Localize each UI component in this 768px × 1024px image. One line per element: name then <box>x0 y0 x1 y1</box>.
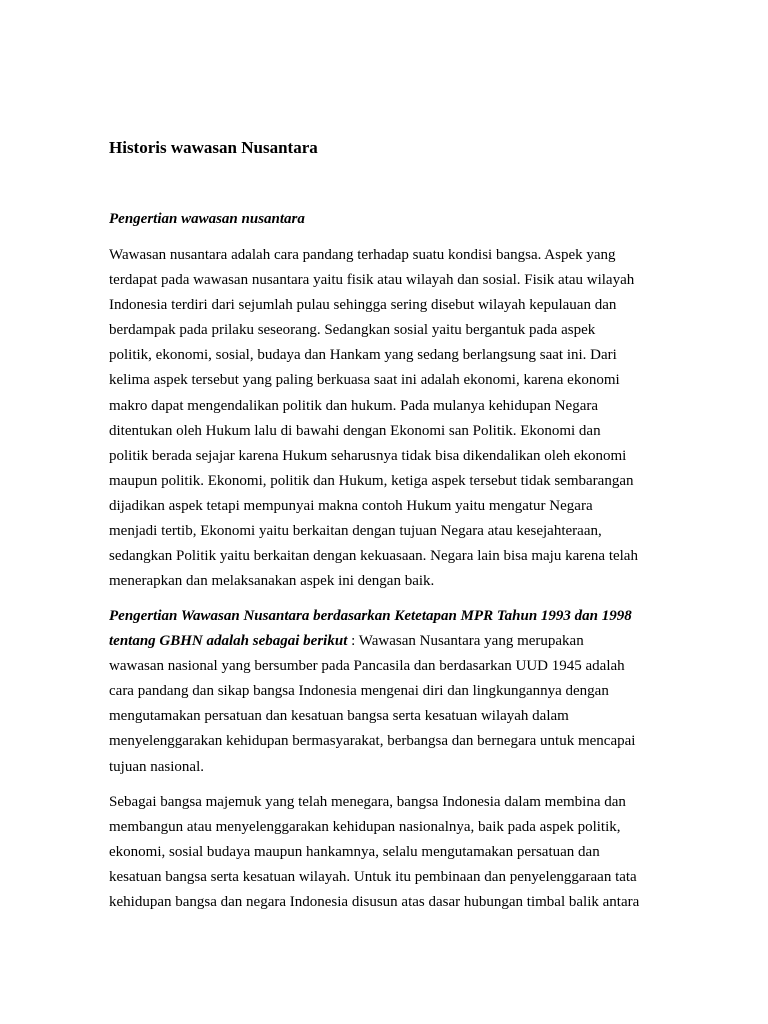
paragraph-line: berdampak pada prilaku seseorang. Sedangkan sosial yaitu bergantuk pada aspek <box>109 322 596 339</box>
paragraph-unity <box>109 790 639 915</box>
paragraph-line: makro dapat mengendalikan politik dan hukum. Pada mulanya kehidupan Negara <box>109 397 599 414</box>
paragraph-line: tujuan nasional. <box>109 758 204 775</box>
paragraph-line: ditentukan oleh Hukum lalu di bawahi dengan Ekonomi san Politik. Ekonomi dan <box>109 422 601 439</box>
paragraph-line <box>109 629 635 654</box>
paragraph-line: kelima aspek tersebut yang paling berkuasa saat ini adalah ekonomi, karena ekonomi <box>109 372 620 389</box>
document-title: Historis wawasan Nusantara <box>109 138 318 157</box>
paragraph-line: mengutamakan persatuan dan kesatuan bangsa serta kesatuan wilayah dalam <box>109 708 569 725</box>
paragraph-line: politik, ekonomi, sosial, budaya dan Hankam yang sedang berlangsung saat ini. Dari <box>109 347 617 364</box>
paragraph-line: dijadikan aspek tetapi mempunyai makna contoh Hukum yaitu mengatur Negara <box>109 497 593 514</box>
paragraph-line: menyelenggarakan kehidupan bermasyarakat, berbangsa dan bernegara untuk mencapai <box>109 733 636 750</box>
paragraph-line: politik berada sejajar karena Hukum seharusnya tidak bisa dikendalikan oleh ekonomi <box>109 447 627 464</box>
paragraph-definition <box>109 243 638 594</box>
paragraph-line: Wawasan nusantara adalah cara pandang terhadap suatu kondisi bangsa. Aspek yang <box>109 247 616 263</box>
paragraph-line: wawasan nasional yang bersumber pada Pancasila dan berdasarkan UUD 1945 adalah <box>109 658 625 675</box>
emphasis-text: tentang GBHN adalah sebagai berikut <box>109 633 348 650</box>
paragraph-line: ekonomi, sosial budaya maupun hankamnya, selalu mengutamakan persatuan dan <box>109 844 600 861</box>
paragraph-line: menerapkan dan melaksanakan aspek ini dengan baik. <box>109 573 435 590</box>
paragraph-mpr-definition <box>109 604 635 780</box>
paragraph-line: Indonesia terdiri dari sejumlah pulau sehingga sering disebut wilayah kepulauan dan <box>109 297 617 314</box>
paragraph-text: : Wawasan Nusantara yang merupakan <box>347 633 584 650</box>
paragraph-line: kesatuan bangsa serta kesatuan wilayah. Untuk itu pembinaan dan penyelenggaraan tata <box>109 869 637 886</box>
paragraph-line: terdapat pada wawasan nusantara yaitu fisik atau wilayah dan sosial. Fisik atau wilayah <box>109 272 635 289</box>
paragraph-line: cara pandang dan sikap bangsa Indonesia mengenai diri dan lingkungannya dengan <box>109 683 609 700</box>
section-heading: Pengertian wawasan nusantara <box>109 211 305 227</box>
emphasis-text: Pengertian Wawasan Nusantara berdasarkan Ketetapan MPR Tahun 1993 dan 1998 <box>109 608 632 624</box>
paragraph-line: kehidupan bangsa dan negara Indonesia disusun atas dasar hubungan timbal balik antara <box>109 894 640 911</box>
paragraph-line: membangun atau menyelenggarakan kehidupan nasionalnya, baik pada aspek politik, <box>109 819 621 836</box>
paragraph-line: menjadi tertib, Ekonomi yaitu berkaitan dengan tujuan Negara atau kesejahteraan, <box>109 523 602 540</box>
paragraph-line: sedangkan Politik yaitu berkaitan dengan kekuasaan. Negara lain bisa maju karena telah <box>109 548 638 565</box>
paragraph-line <box>109 604 635 629</box>
paragraph-line: Sebagai bangsa majemuk yang telah menegara, bangsa Indonesia dalam membina dan <box>109 794 626 810</box>
paragraph-line: maupun politik. Ekonomi, politik dan Hukum, ketiga aspek tersebut tidak sembarangan <box>109 472 634 489</box>
